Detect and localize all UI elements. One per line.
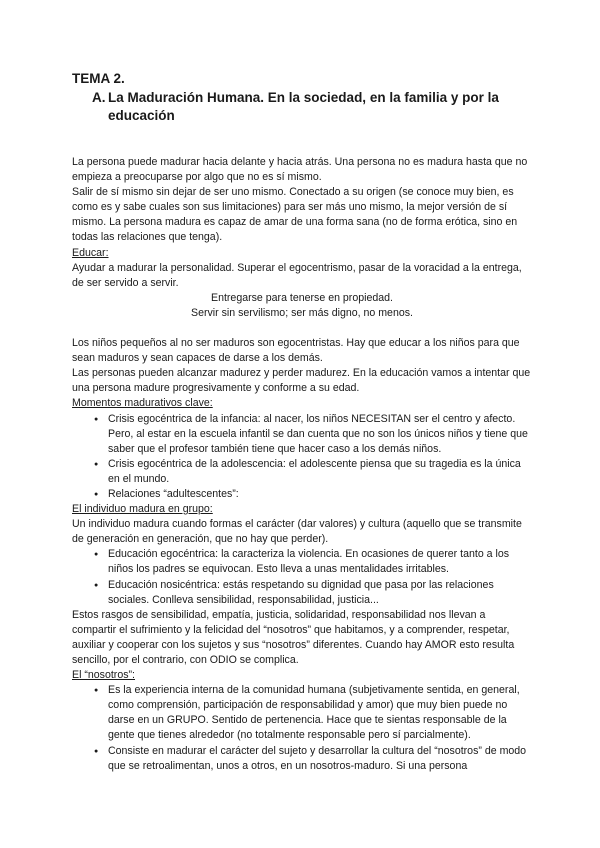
ninos-paragraph-2: Las personas pueden alcanzar madurez y perder madurez. En la educación vamos a intentar que una persona madure progresivamente y conforme a su edad. <box>72 367 531 395</box>
document-page <box>72 70 532 774</box>
grupo-list <box>72 547 532 607</box>
list-item: ● Educación nosicéntrica: estás respetando su dignidad que pasa por las relaciones sociales. Conlleva sensibilidad, responsabilidad, justicia... <box>98 578 532 608</box>
section-title: La Maduración Humana. En la sociedad, en la familia y por la educación <box>108 90 499 123</box>
ninos-paragraph-1: Los niños pequeños al no ser maduros son egocentristas. Hay que educar a los niños para que sean maduros y sean capaces de darse a los demás. <box>72 337 520 365</box>
intro-paragraph-1: La persona puede madurar hacia delante y hacia atrás. Una persona no es madura hasta que no empieza a preocuparse por algo que no es sí mismo. <box>72 156 528 184</box>
momentos-heading: Momentos madurativos clave: <box>72 397 213 410</box>
educar-heading: Educar: <box>72 246 109 259</box>
grupo-after: Estos rasgos de sensibilidad, empatía, justicia, solidaridad, responsabilidad nos llevan a compartir el sufrimiento y la felicidad del “nosotros” que habitamos, y a comprender, respetar, auxiliar y cooperar con los sujetos y sus “nosotros” diferentes. Cuando hay AMOR esto resulta sencillo, por el contrario, con ODIO se complica. <box>72 608 515 666</box>
list-item: ● Relaciones “adultescentes”: <box>98 487 532 502</box>
list-item: ● Es la experiencia interna de la comunidad humana (subjetivamente sentida, en general, como comprensión, participación de responsabilidad y amor) que muy bien puede no darse en un GRUPO. Sentido de pertenencia. Hace que te sientas responsable de la gente que tienes alrededor (no totalmente responsable pero sí parcialmente). <box>98 683 532 743</box>
educar-quote-1: Entregarse para tenerse en propiedad. <box>211 291 393 304</box>
educar-quote-2: Servir sin servilismo; ser más digno, no menos. <box>191 306 413 319</box>
section-marker: A. <box>92 90 106 105</box>
document-body <box>72 155 532 774</box>
educar-text: Ayudar a madurar la personalidad. Superar el egocentrismo, pasar de la voracidad a la entrega, de ser servido a servir. <box>72 261 522 289</box>
topic-title: TEMA 2. <box>72 71 125 86</box>
grupo-text: Un individuo madura cuando formas el carácter (dar valores) y cultura (aquello que se transmite de generación en generación, que no hay que perder). <box>72 518 522 546</box>
list-item: ● Crisis egocéntrica de la adolescencia: el adolescente piensa que su tragedia es la única en el mundo. <box>98 457 532 487</box>
grupo-heading: El individuo madura en grupo: <box>72 503 213 516</box>
intro-paragraph-2: Salir de sí mismo sin dejar de ser uno mismo. Conectado a su origen (se conoce muy bien, es como es y sabe cuales son sus limitaciones) para ser más uno mismo, la mejor versión de sí mismo. La persona madura es capaz de amar de una forma sana (no de forma erótica, sino en todas las relaciones que tenga). <box>72 186 518 244</box>
nosotros-list <box>72 683 532 774</box>
list-item: ● Crisis egocéntrica de la infancia: al nacer, los niños NECESITAN ser el centro y afecto. Pero, al estar en la escuela infantil se dan cuenta que no son los únicos niños y tiene que saber que el profesor también tiene que hacer caso a los demás niños. <box>98 412 532 457</box>
spacer <box>72 321 532 336</box>
list-item: ● Consiste en madurar el carácter del sujeto y desarrollar la cultura del “nosotros” de modo que se retroalimentan, unos a otros, en un nosotros-maduro. Si una persona <box>98 744 532 774</box>
nosotros-heading: El “nosotros”: <box>72 669 135 682</box>
momentos-list <box>72 412 532 503</box>
list-item: ● Educación egocéntrica: la caracteriza la violencia. En ocasiones de querer tanto a los niños los padres se equivocan. Esto lleva a unas mentalidades irritables. <box>98 547 532 577</box>
section-heading <box>92 89 532 125</box>
